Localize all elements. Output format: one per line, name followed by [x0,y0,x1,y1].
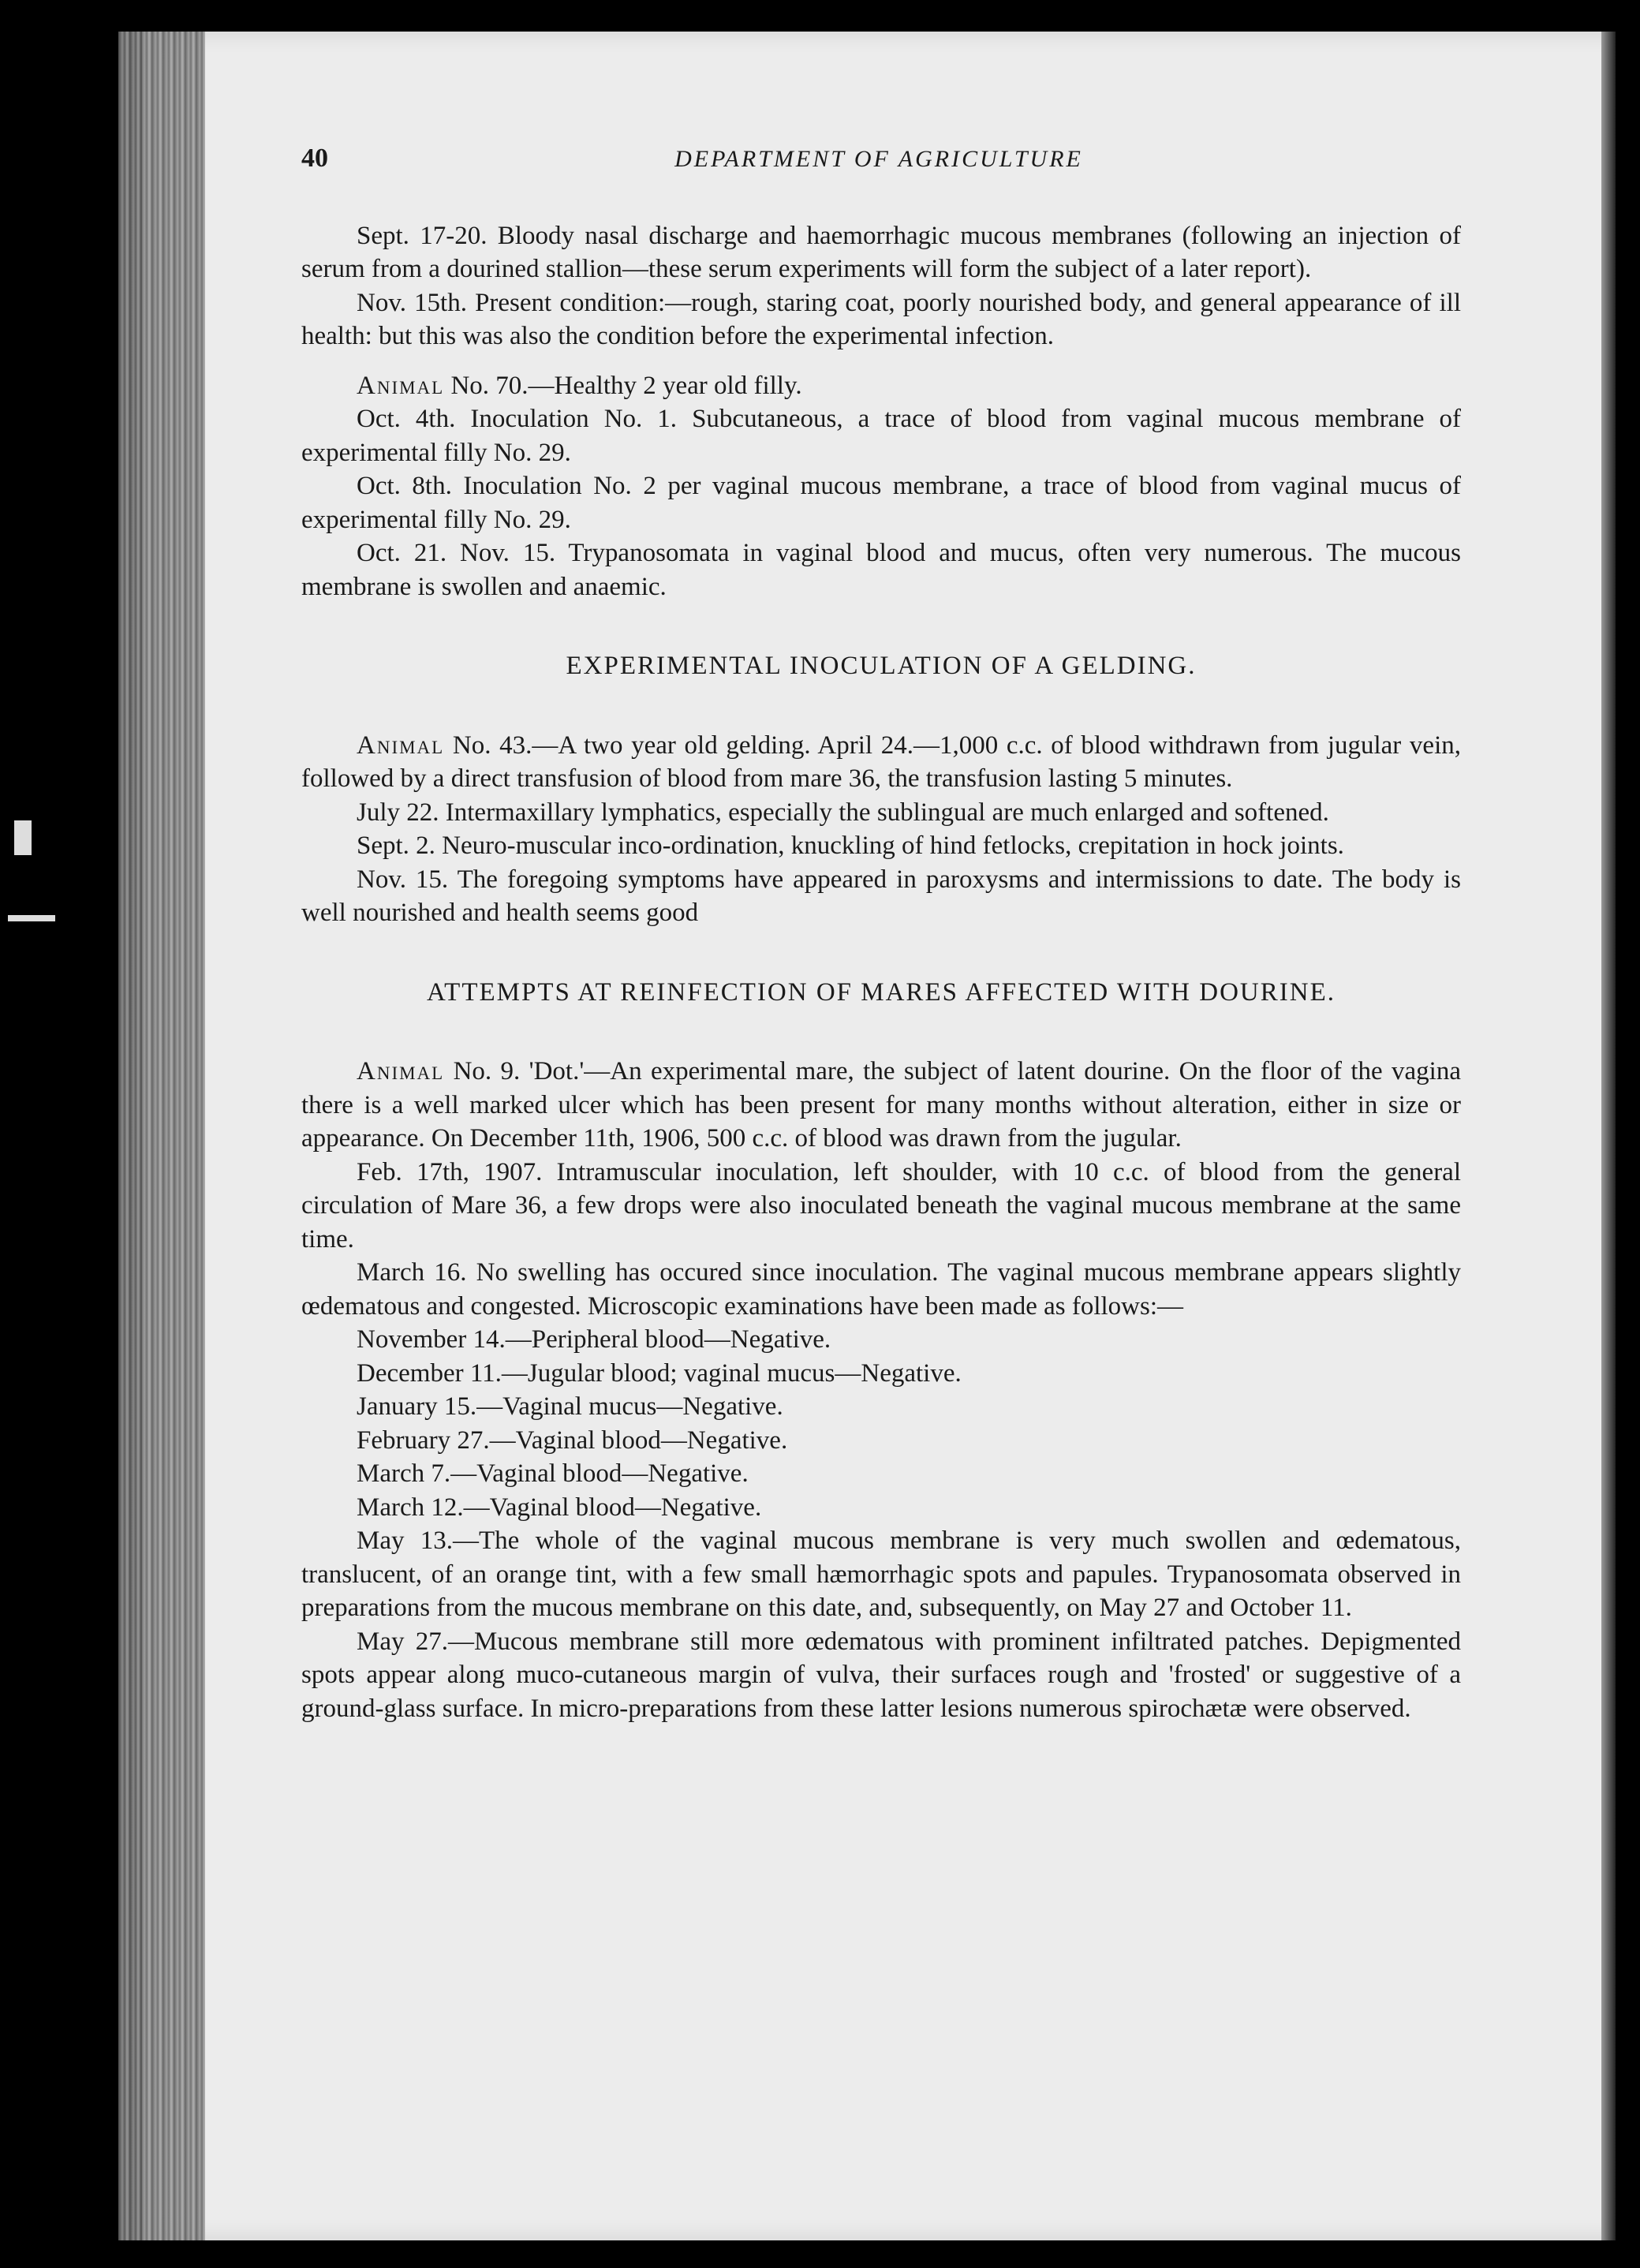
paragraph: Oct. 8th. Inoculation No. 2 per vaginal mucous membrane, a trace of blood from vaginal mucus of experimental filly No. 29. [301,472,1461,534]
animal-label: Animal [357,730,445,760]
finding-item: December 11.—Jugular blood; vaginal mucus—Negative. [357,1358,962,1388]
finding-item: February 27.—Vaginal blood—Negative. [357,1425,788,1455]
animal-entry [301,1055,1461,1156]
finding-item: March 7.—Vaginal blood—Negative. [357,1459,749,1488]
paragraph: Oct. 4th. Inoculation No. 1. Subcutaneous, a trace of blood from vaginal mucous membrane of experimental filly No. 29. [301,405,1461,467]
page-text [301,142,1461,1725]
animal-description: No. 70.—Healthy 2 year old filly. [444,371,802,400]
animal-entry [301,729,1461,796]
section-heading: EXPERIMENTAL INOCULATION OF A GELDING. [566,652,1197,680]
paragraph: Feb. 17th, 1907. Intramuscular inoculation, left shoulder, with 10 c.c. of blood from the general circulation of Mare 36, a few drops were also inoculated beneath the vaginal mucous membrane at the same time. [301,1157,1461,1254]
animal-label: Animal [357,1057,445,1085]
paragraph: Sept. 17-20. Bloody nasal discharge and haemorrhagic mucous membranes (following an injection of serum from a dourined stallion—these serum experiments will form the subject of a later report). [301,221,1461,283]
running-head: DEPARTMENT OF AGRICULTURE [674,146,1083,172]
paragraph: Nov. 15. The foregoing symptoms have appeared in paroxysms and intermissions to date. The body is well nourished and health seems good [301,865,1461,927]
page-header [301,142,1461,177]
animal-entry [301,369,1461,403]
animal-label: Animal [357,371,445,400]
page-number: 40 [301,144,328,173]
paragraph: July 22. Intermaxillary lymphatics, especially the sublingual are much enlarged and softened. [357,798,1329,827]
animal-description: No. 9. 'Dot.'—An experimental mare, the subject of latent dourine. On the floor of the vagina there is a well marked ulcer which has been present for many months without alteration, either in size or appearance. On December 11th, 1906, 500 c.c. of blood was drawn from the jugular. [301,1057,1461,1153]
finding-item: January 15.—Vaginal mucus—Negative. [357,1392,783,1421]
book-binding-edge [118,32,205,2240]
finding-item: March 12.—Vaginal blood—Negative. [357,1493,762,1522]
paragraph: May 27.—Mucous membrane still more œdematous with prominent infiltrated patches. Depigmented spots appear along muco-cutaneous margin of vulva, their surfaces rough and 'frosted' or suggestive of a ground-glass surface. In micro-preparations from these latter lesions numerous spirochætæ were observed. [301,1627,1461,1723]
animal-description: No. 43.—A two year old gelding. April 24.—1,000 c.c. of blood withdrawn from jugular vein, followed by a direct transfusion of blood from mare 36, the transfusion lasting 5 minutes. [301,730,1461,793]
page-right-edge [1601,32,1616,2240]
paragraph: March 16. No swelling has occured since inoculation. The vaginal mucous membrane appears slightly œdematous and congested. Microscopic examinations have been made as follows:— [301,1258,1461,1321]
paragraph: May 13.—The whole of the vaginal mucous membrane is very much swollen and œdematous, translucent, of an orange tint, with a few small hæmorrhagic spots and papules. Trypanosomata observed in preparations from the mucous membrane on this date, and, subsequently, on May 27 and October 11. [301,1526,1461,1622]
scan-speck [14,820,32,855]
paragraph: Oct. 21. Nov. 15. Trypanosomata in vaginal blood and mucus, often very numerous. The mucous membrane is swollen and anaemic. [301,539,1461,601]
finding-item: November 14.—Peripheral blood—Negative. [357,1325,831,1354]
paragraph: Sept. 2. Neuro-muscular inco-ordination, knuckling of hind fetlocks, crepitation in hock joints. [357,831,1344,860]
findings-list [301,1323,1461,1524]
paragraph: Nov. 15th. Present condition:—rough, staring coat, poorly nourished body, and general appearance of ill health: but this was also the condition before the experimental infection. [301,288,1461,350]
section-heading: ATTEMPTS AT REINFECTION OF MARES AFFECTED WITH DOURINE. [426,977,1336,1007]
scan-speck [8,915,55,921]
